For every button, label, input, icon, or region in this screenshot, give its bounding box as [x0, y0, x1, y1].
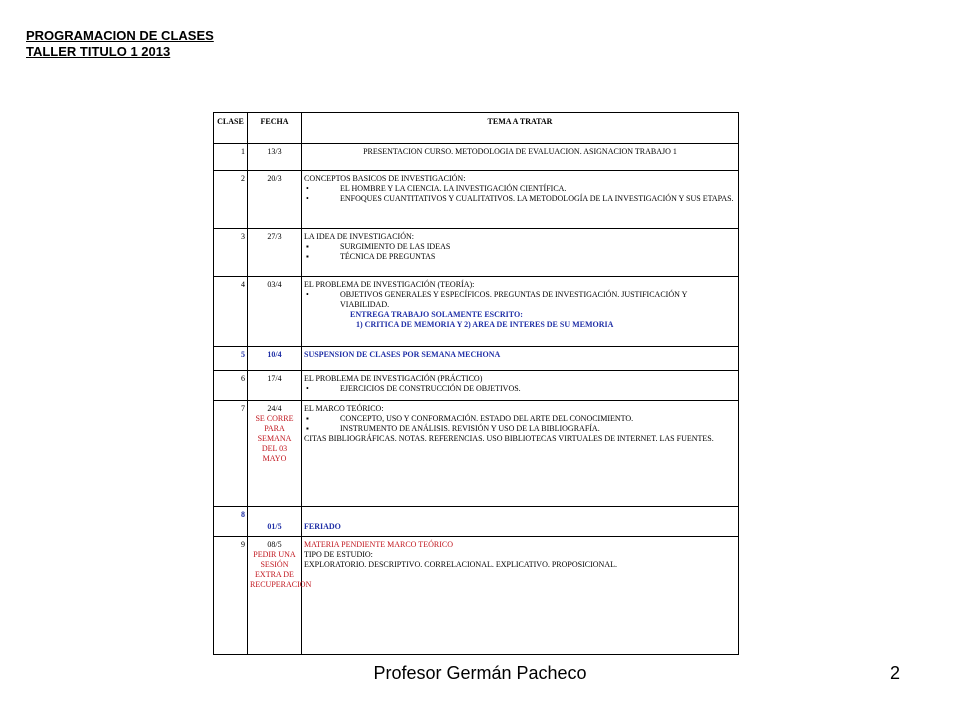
tema-heading: EL MARCO TEÓRICO:	[304, 404, 384, 413]
header-clase: CLASE	[214, 113, 248, 144]
footer-author: Profesor Germán Pacheco	[373, 663, 587, 683]
table-row	[214, 401, 739, 507]
pending-note: MATERIA PENDIENTE MARCO TEÓRICO	[304, 540, 453, 549]
clase-cell: 1	[214, 144, 248, 171]
fecha-cell: 01/5	[248, 507, 302, 537]
tema-cell: PRESENTACION CURSO. METODOLOGIA DE EVALUACION. ASIGNACION TRABAJO 1	[302, 144, 739, 171]
page-number: 2	[890, 663, 901, 683]
bullet-item: ▪ INSTRUMENTO DE ANÁLISIS. REVISIÓN Y USO DE LA BIBLIOGRAFÍA.	[340, 424, 736, 434]
bullet-item: • ENFOQUES CUANTITATIVOS Y CUALITATIVOS. LA METODOLOGÍA DE LA INVESTIGACIÓN Y SUS ETAPAS.	[340, 194, 736, 204]
clase-cell: 8	[214, 507, 248, 537]
fecha-cell	[248, 401, 302, 507]
fecha-note: SE CORRE PARA SEMANA DEL 03 MAYO	[255, 414, 294, 463]
tema-cell	[302, 371, 739, 401]
tema-cell: SUSPENSION DE CLASES POR SEMANA MECHONA	[302, 347, 739, 371]
tema-cell	[302, 171, 739, 229]
tema-heading: LA IDEA DE INVESTIGACIÓN:	[304, 232, 414, 241]
clase-cell: 6	[214, 371, 248, 401]
bullet-item: • OBJETIVOS GENERALES Y ESPECÍFICOS. PREGUNTAS DE INVESTIGACIÓN. JUSTIFICACIÓN Y VIABILIDAD.	[340, 290, 736, 310]
table-row	[214, 347, 739, 371]
tema-cell: FERIADO	[302, 507, 739, 537]
tema-cell	[302, 229, 739, 277]
table-row	[214, 229, 739, 277]
clase-cell: 4	[214, 277, 248, 347]
clase-cell: 7	[214, 401, 248, 507]
table-row	[214, 144, 739, 171]
tema-heading: CONCEPTOS BASICOS DE INVESTIGACIÓN:	[304, 174, 466, 183]
header-fecha: FECHA	[248, 113, 302, 144]
clase-cell: 9	[214, 537, 248, 655]
tema-heading: EL PROBLEMA DE INVESTIGACIÓN (PRÁCTICO)	[304, 374, 483, 383]
schedule-table	[213, 112, 739, 655]
table-row	[214, 537, 739, 655]
fecha-cell: 03/4	[248, 277, 302, 347]
title-line-1: PROGRAMACION DE CLASES	[26, 28, 214, 43]
fecha-cell	[248, 537, 312, 655]
tema-extra: CITAS BIBLIOGRÁFICAS. NOTAS. REFERENCIAS. USO BIBLIOTECAS VIRTUALES DE INTERNET. LAS FUENTES.	[304, 434, 714, 443]
tema-heading: EL PROBLEMA DE INVESTIGACIÓN (TEORÍA):	[304, 280, 475, 289]
bullet-list	[304, 242, 736, 262]
table-row	[214, 507, 739, 537]
bullet-item: • EL HOMBRE Y LA CIENCIA. LA INVESTIGACIÓN CIENTÍFICA.	[340, 184, 736, 194]
bullet-item: ▪ CONCEPTO, USO Y CONFORMACIÓN. ESTADO DEL ARTE DEL CONOCIMIENTO.	[340, 414, 736, 424]
bullet-list	[304, 384, 736, 394]
table-row	[214, 277, 739, 347]
table-header-row	[214, 113, 739, 144]
bullet-list	[304, 184, 736, 204]
bullet-item: • EJERCICIOS DE CONSTRUCCIÓN DE OBJETIVOS.	[340, 384, 736, 394]
clase-cell: 2	[214, 171, 248, 229]
fecha-cell: 10/4	[248, 347, 302, 371]
fecha-value: 08/5	[267, 540, 282, 549]
fecha-cell: 17/4	[248, 371, 302, 401]
tema-heading: TIPO DE ESTUDIO:	[304, 550, 373, 559]
header-tema: TEMA A TRATAR	[302, 113, 739, 144]
tema-cell	[302, 277, 739, 347]
delivery-note: ENTREGA TRABAJO SOLAMENTE ESCRITO:	[350, 310, 523, 319]
clase-cell: 5	[214, 347, 248, 371]
fecha-note: PEDIR UNA SESIÓN EXTRA DE RECUPERACION	[250, 550, 312, 589]
table-row	[214, 171, 739, 229]
tema-extra: EXPLORATORIO. DESCRIPTIVO. CORRELACIONAL. EXPLICATIVO. PROPOSICIONAL.	[304, 560, 617, 569]
fecha-value: 24/4	[267, 404, 282, 413]
bullet-list	[304, 290, 736, 310]
title-line-2: TALLER TITULO 1 2013	[26, 44, 171, 59]
tema-cell	[302, 537, 739, 655]
fecha-cell: 20/3	[248, 171, 302, 229]
bullet-item: ▪ SURGIMIENTO DE LAS IDEAS	[340, 242, 736, 252]
delivery-detail: 1) CRITICA DE MEMORIA Y 2) AREA DE INTERES DE SU MEMORIA	[356, 320, 614, 329]
table-row	[214, 371, 739, 401]
bullet-list	[304, 414, 736, 434]
clase-cell: 3	[214, 229, 248, 277]
bullet-item: ▪ TÉCNICA DE PREGUNTAS	[340, 252, 736, 262]
fecha-cell: 27/3	[248, 229, 302, 277]
document-title	[26, 28, 214, 60]
fecha-cell: 13/3	[248, 144, 302, 171]
tema-cell	[302, 401, 739, 507]
